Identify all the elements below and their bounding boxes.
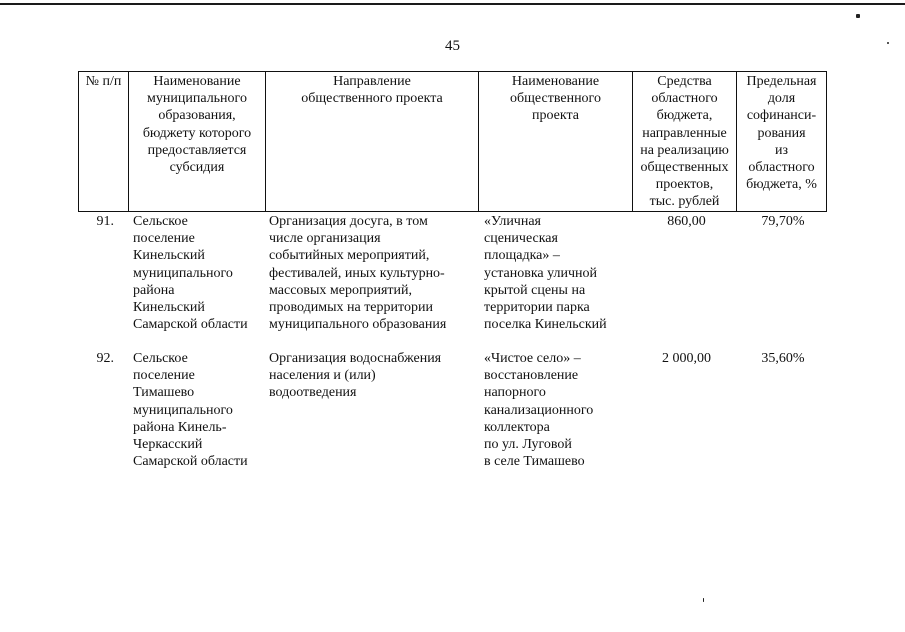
row-number: 92. bbox=[96, 351, 114, 366]
column-header-funds: Средства областного бюджета, направленные на реализацию общественных проектов, тыс. рублей bbox=[633, 72, 737, 212]
column-header-project: Наименование общественного проекта bbox=[479, 72, 633, 212]
column-header-municipality: Наименование муниципального образования, бюджету которого предоставляется субсидия bbox=[129, 72, 266, 212]
scan-top-border bbox=[0, 3, 905, 5]
header-row bbox=[79, 72, 827, 212]
row-direction: Организация досуга, в том числе организация событийных мероприятий, фестивалей, иных культурно- массовых мероприятий, проводимых на территории муниципального образования bbox=[269, 214, 447, 333]
row-municipality: Сельское поселение Тимашево муниципального района Кинель- Черкасский Самарской области bbox=[133, 351, 248, 470]
row-funds: 2 000,00 bbox=[662, 351, 711, 366]
row-funds: 860,00 bbox=[667, 214, 706, 229]
row-number: 91. bbox=[96, 214, 114, 229]
row-project: «Чистое село» – восстановление напорного канализационного коллектора по ул. Луговой в селе Тимашево bbox=[484, 351, 594, 470]
row-municipality: Сельское поселение Кинельский муниципального района Кинельский Самарской области bbox=[133, 214, 248, 333]
row-direction: Организация водоснабжения населения и (или) водоотведения bbox=[269, 351, 442, 401]
row-project: «Уличная сценическая площадка» – установка уличной крытой сцены на территории парка поселка Кинельский bbox=[484, 214, 607, 333]
column-header-share: Предельная доля софинанси- рования из областного бюджета, % bbox=[737, 72, 827, 212]
scan-speck bbox=[703, 598, 704, 602]
column-header-direction: Направление общественного проекта bbox=[266, 72, 479, 212]
column-header-number: № п/п bbox=[79, 72, 129, 212]
row-share: 35,60% bbox=[761, 351, 805, 366]
scan-speck bbox=[856, 14, 860, 18]
row-share: 79,70% bbox=[761, 214, 805, 229]
page-number: 45 bbox=[445, 38, 460, 54]
table-header bbox=[78, 71, 827, 212]
